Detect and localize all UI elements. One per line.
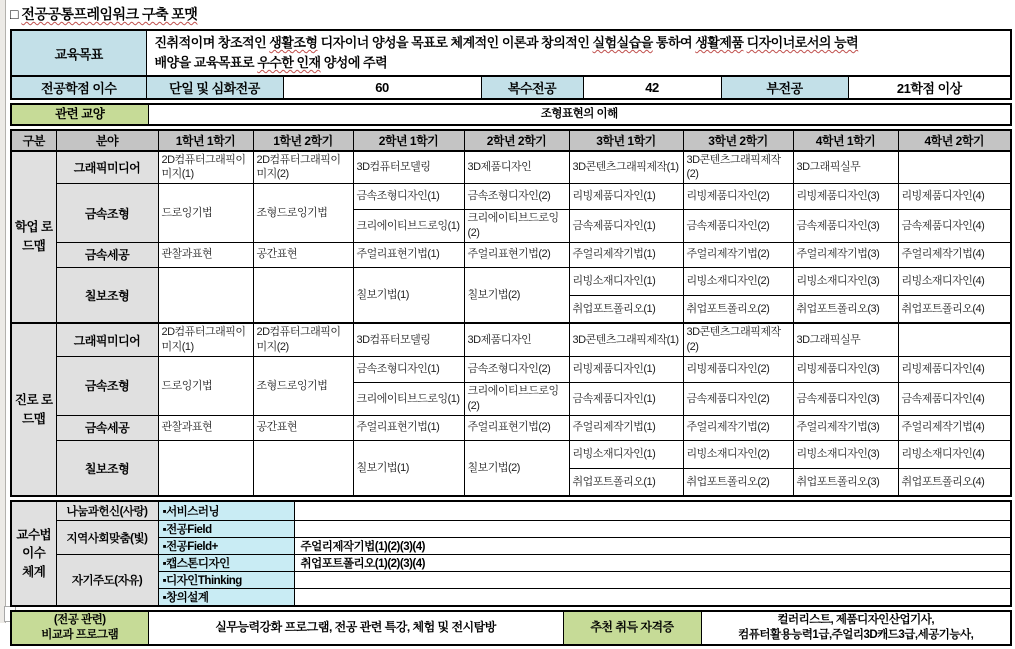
course-cell[interactable] (158, 267, 253, 323)
minor-label-cell[interactable]: 부전공 (721, 76, 848, 99)
double-major-value-cell[interactable]: 42 (583, 76, 721, 99)
course-cell[interactable]: 3D제품디자인 (464, 151, 569, 184)
course-cell[interactable]: 2D컴퓨터그래픽이미지(1) (158, 151, 253, 184)
extracurricular-label-line: (전공 관련) (53, 614, 106, 627)
field-label-cell[interactable]: 금속조형 (56, 357, 158, 416)
column-header-cell[interactable]: 4학년 1학기 (793, 130, 898, 151)
course-cell[interactable]: 2D컴퓨터그래픽이미지(2) (253, 323, 353, 356)
liberal-arts-table (10, 103, 1012, 125)
course-cell[interactable]: 주얼리표현기법(2) (464, 242, 569, 267)
goal-credits-table (10, 29, 1012, 100)
method-value-cell[interactable] (294, 521, 1011, 538)
course-cell[interactable] (158, 440, 253, 496)
course-cell[interactable] (898, 151, 1011, 184)
column-header-cell[interactable]: 1학년 1학기 (158, 130, 253, 151)
course-cell[interactable]: 리빙소재디자인(1) (569, 440, 683, 468)
single-major-label-cell[interactable]: 단일 및 심화전공 (146, 76, 283, 99)
liberal-arts-value-cell[interactable]: 조형표현의 이해 (148, 104, 1011, 124)
curriculum-roadmap-table (10, 129, 1012, 498)
column-header-cell[interactable]: 구분 (11, 130, 56, 151)
column-header-cell[interactable]: 분야 (56, 130, 158, 151)
course-cell[interactable]: 주얼리제작기법(2) (683, 415, 793, 440)
course-cell[interactable]: 금속제품디자인(4) (898, 383, 1011, 416)
course-cell[interactable]: 3D콘텐츠그래픽제작(1) (569, 151, 683, 184)
course-cell[interactable]: 취업포트폴리오(2) (683, 295, 793, 323)
course-cell[interactable]: 리빙제품디자인(3) (793, 357, 898, 383)
column-header-cell[interactable]: 3학년 2학기 (683, 130, 793, 151)
misspelled-text: 생활제품 (695, 35, 744, 50)
course-cell[interactable]: 취업포트폴리오(4) (898, 468, 1011, 496)
course-cell[interactable]: 리빙소재디자인(4) (898, 440, 1011, 468)
course-cell[interactable]: 3D콘텐츠그래픽제작(2) (683, 323, 793, 356)
course-cell[interactable]: 리빙제품디자인(2) (683, 357, 793, 383)
course-cell[interactable]: 금속조형디자인(2) (464, 357, 569, 383)
method-cell[interactable]: ▪창의설계 (158, 589, 294, 607)
course-cell[interactable]: 금속제품디자인(3) (793, 210, 898, 243)
misspelled-text: 실험실습을 (592, 35, 653, 50)
course-cell[interactable]: 리빙소재디자인(2) (683, 267, 793, 295)
course-cell[interactable]: 관찰과표현 (158, 415, 253, 440)
misspelled-text: 디자이너로서의 능력 (746, 35, 859, 50)
course-cell[interactable]: 3D콘텐츠그래픽제작(1) (569, 323, 683, 356)
sheet-edge-strip (0, 0, 6, 623)
roadmap-section-cell[interactable]: 진로 로드맵 (11, 323, 56, 496)
text-run: 통하여 (652, 35, 696, 50)
text-run: 양성에 주력 (320, 55, 388, 71)
goal-text-cell[interactable] (146, 30, 1011, 76)
course-cell[interactable]: 리빙소재디자인(1) (569, 267, 683, 295)
course-cell[interactable]: 금속제품디자인(3) (793, 383, 898, 416)
teaching-label-line: 체계 (22, 565, 46, 580)
course-cell[interactable]: 취업포트폴리오(3) (793, 295, 898, 323)
course-cell[interactable]: 주얼리표현기법(1) (353, 242, 464, 267)
field-label-cell[interactable]: 금속조형 (56, 184, 158, 243)
category-cell[interactable]: 자기주도(자유) (56, 555, 158, 607)
course-cell[interactable]: 관찰과표현 (158, 242, 253, 267)
course-cell[interactable]: 조형드로잉기법 (253, 357, 353, 416)
course-cell[interactable]: 3D제품디자인 (464, 323, 569, 356)
category-cell[interactable]: 지역사회맞춤(빛) (56, 521, 158, 555)
course-cell[interactable]: 취업포트폴리오(4) (898, 295, 1011, 323)
method-cell[interactable]: ▪전공Field+ (158, 538, 294, 555)
course-cell[interactable]: 주얼리제작기법(1) (569, 242, 683, 267)
teaching-label-line: 교수법 (16, 527, 52, 542)
column-header-cell[interactable]: 2학년 2학기 (464, 130, 569, 151)
certs-cell[interactable] (701, 611, 1011, 645)
certs-line: 컬러리스트, 제품디자인산업기사, (777, 614, 935, 627)
course-cell[interactable]: 금속제품디자인(1) (569, 383, 683, 416)
credits-label-cell[interactable]: 전공학점 이수 (11, 76, 146, 99)
text-run: 배양을 교육목표로 (154, 55, 258, 71)
method-value-cell[interactable] (294, 589, 1011, 607)
course-cell[interactable]: 리빙제품디자인(1) (569, 357, 683, 383)
field-label-cell[interactable]: 그래픽미디어 (56, 151, 158, 184)
course-cell[interactable]: 3D그래픽실무 (793, 323, 898, 356)
misspelled-text: 우수한 인재 (257, 55, 321, 71)
course-cell[interactable]: 주얼리제작기법(4) (898, 415, 1011, 440)
method-cell[interactable]: ▪디자인Thinking (158, 572, 294, 589)
course-cell[interactable]: 주얼리표현기법(1) (353, 415, 464, 440)
method-value-cell[interactable]: 주얼리제작기법(1)(2)(3)(4) (294, 538, 1011, 555)
course-cell[interactable] (898, 323, 1011, 356)
course-cell[interactable]: 금속제품디자인(2) (683, 210, 793, 243)
course-cell[interactable]: 금속조형디자인(2) (464, 184, 569, 210)
course-cell[interactable]: 칠보기법(2) (464, 267, 569, 323)
minor-value-cell[interactable]: 21학점 이상 (848, 76, 1011, 99)
course-cell[interactable]: 3D그래픽실무 (793, 151, 898, 184)
teaching-section-cell[interactable] (11, 501, 56, 606)
method-cell[interactable]: ▪서비스러닝 (158, 501, 294, 521)
course-cell[interactable]: 리빙제품디자인(1) (569, 184, 683, 210)
liberal-arts-label-cell[interactable]: 관련 교양 (11, 104, 148, 124)
course-cell[interactable]: 크리에이티브드로잉(2) (464, 383, 569, 416)
method-cell[interactable]: ▪캡스톤디자인 (158, 555, 294, 572)
course-cell[interactable]: 주얼리제작기법(1) (569, 415, 683, 440)
course-cell[interactable]: 주얼리제작기법(2) (683, 242, 793, 267)
field-label-cell[interactable]: 칠보조형 (56, 440, 158, 496)
programs-cell[interactable]: 실무능력강화 프로그램, 전공 관련 특강, 체험 및 전시탐방 (148, 611, 563, 645)
single-major-value-cell[interactable]: 60 (283, 76, 481, 99)
cert-label-cell[interactable]: 추천 취득 자격증 (563, 611, 701, 645)
method-cell[interactable]: ▪전공Field (158, 521, 294, 538)
course-cell[interactable]: 주얼리제작기법(4) (898, 242, 1011, 267)
course-cell[interactable]: 리빙소재디자인(2) (683, 440, 793, 468)
field-label-cell[interactable]: 금속세공 (56, 415, 158, 440)
column-header-cell[interactable]: 3학년 1학기 (569, 130, 683, 151)
field-label-cell[interactable]: 그래픽미디어 (56, 323, 158, 356)
course-cell[interactable]: 취업포트폴리오(1) (569, 295, 683, 323)
field-label-cell[interactable]: 금속세공 (56, 242, 158, 267)
extracurricular-label-cell[interactable] (11, 611, 148, 645)
course-cell[interactable]: 리빙소재디자인(3) (793, 440, 898, 468)
course-cell[interactable]: 드로잉기법 (158, 184, 253, 243)
category-cell[interactable]: 나눔과헌신(사랑) (56, 501, 158, 521)
course-cell[interactable]: 3D컴퓨터모델링 (353, 151, 464, 184)
course-cell[interactable] (253, 440, 353, 496)
course-cell[interactable]: 취업포트폴리오(2) (683, 468, 793, 496)
course-cell[interactable]: 조형드로잉기법 (253, 184, 353, 243)
text-run: 디자이너 양성을 목표로 체계적인 이론과 창의적인 (317, 35, 593, 50)
document-body (10, 4, 1010, 649)
course-cell[interactable]: 리빙제품디자인(3) (793, 184, 898, 210)
course-cell[interactable]: 취업포트폴리오(3) (793, 468, 898, 496)
goal-label-cell[interactable]: 교육목표 (11, 30, 146, 76)
page-title-text: 전공공통프레임워크 구축 포맷 (21, 6, 198, 22)
course-cell[interactable] (253, 267, 353, 323)
method-value-cell[interactable] (294, 501, 1011, 521)
title-marker-icon: □ (10, 6, 18, 22)
course-cell[interactable]: 주얼리표현기법(2) (464, 415, 569, 440)
course-cell[interactable]: 2D컴퓨터그래픽이미지(2) (253, 151, 353, 184)
course-cell[interactable]: 칠보기법(1) (353, 267, 464, 323)
teaching-label-line: 이수 (22, 546, 46, 561)
column-header-cell[interactable]: 4학년 2학기 (898, 130, 1011, 151)
roadmap-section-cell[interactable]: 학업 로드맵 (11, 151, 56, 324)
page-title (10, 4, 1010, 24)
course-cell[interactable]: 리빙제품디자인(4) (898, 184, 1011, 210)
course-cell[interactable]: 칠보기법(2) (464, 440, 569, 496)
course-cell[interactable]: 리빙제품디자인(4) (898, 357, 1011, 383)
column-header-cell[interactable]: 2학년 1학기 (353, 130, 464, 151)
course-cell[interactable]: 금속제품디자인(4) (898, 210, 1011, 243)
course-cell[interactable]: 주얼리제작기법(3) (793, 242, 898, 267)
text-run: 진취적이며 창조적인 (154, 35, 270, 50)
course-cell[interactable]: 금속조형디자인(1) (353, 184, 464, 210)
method-value-cell[interactable]: 취업포트폴리오(1)(2)(3)(4) (294, 555, 1011, 572)
course-cell[interactable]: 3D콘텐츠그래픽제작(2) (683, 151, 793, 184)
misspelled-text: 생활조형 (269, 35, 318, 50)
teaching-method-table (10, 500, 1012, 607)
course-cell[interactable]: 2D컴퓨터그래픽이미지(1) (158, 323, 253, 356)
course-cell[interactable]: 금속제품디자인(2) (683, 383, 793, 416)
certs-line: 컴퓨터활용능력1급,주얼리3D캐드3급,세공기능사, (738, 629, 974, 642)
course-cell[interactable]: 금속제품디자인(1) (569, 210, 683, 243)
course-cell[interactable]: 주얼리제작기법(3) (793, 415, 898, 440)
double-major-label-cell[interactable]: 복수전공 (481, 76, 583, 99)
course-cell[interactable]: 취업포트폴리오(1) (569, 468, 683, 496)
extracurricular-table (10, 610, 1012, 646)
course-cell[interactable]: 공간표현 (253, 242, 353, 267)
course-cell[interactable]: 드로잉기법 (158, 357, 253, 416)
extracurricular-label-line: 비교과 프로그램 (41, 629, 119, 642)
course-cell[interactable]: 리빙소재디자인(3) (793, 267, 898, 295)
field-label-cell[interactable]: 칠보조형 (56, 267, 158, 323)
course-cell[interactable]: 크리에이티브드로잉(2) (464, 210, 569, 243)
course-cell[interactable]: 크리에이티브드로잉(1) (353, 383, 464, 416)
course-cell[interactable]: 공간표현 (253, 415, 353, 440)
course-cell[interactable]: 금속조형디자인(1) (353, 357, 464, 383)
course-cell[interactable]: 리빙소재디자인(4) (898, 267, 1011, 295)
method-value-cell[interactable] (294, 572, 1011, 589)
course-cell[interactable]: 칠보기법(1) (353, 440, 464, 496)
column-header-cell[interactable]: 1학년 2학기 (253, 130, 353, 151)
course-cell[interactable]: 3D컴퓨터모델링 (353, 323, 464, 356)
course-cell[interactable]: 리빙제품디자인(2) (683, 184, 793, 210)
course-cell[interactable]: 크리에이티브드로잉(1) (353, 210, 464, 243)
